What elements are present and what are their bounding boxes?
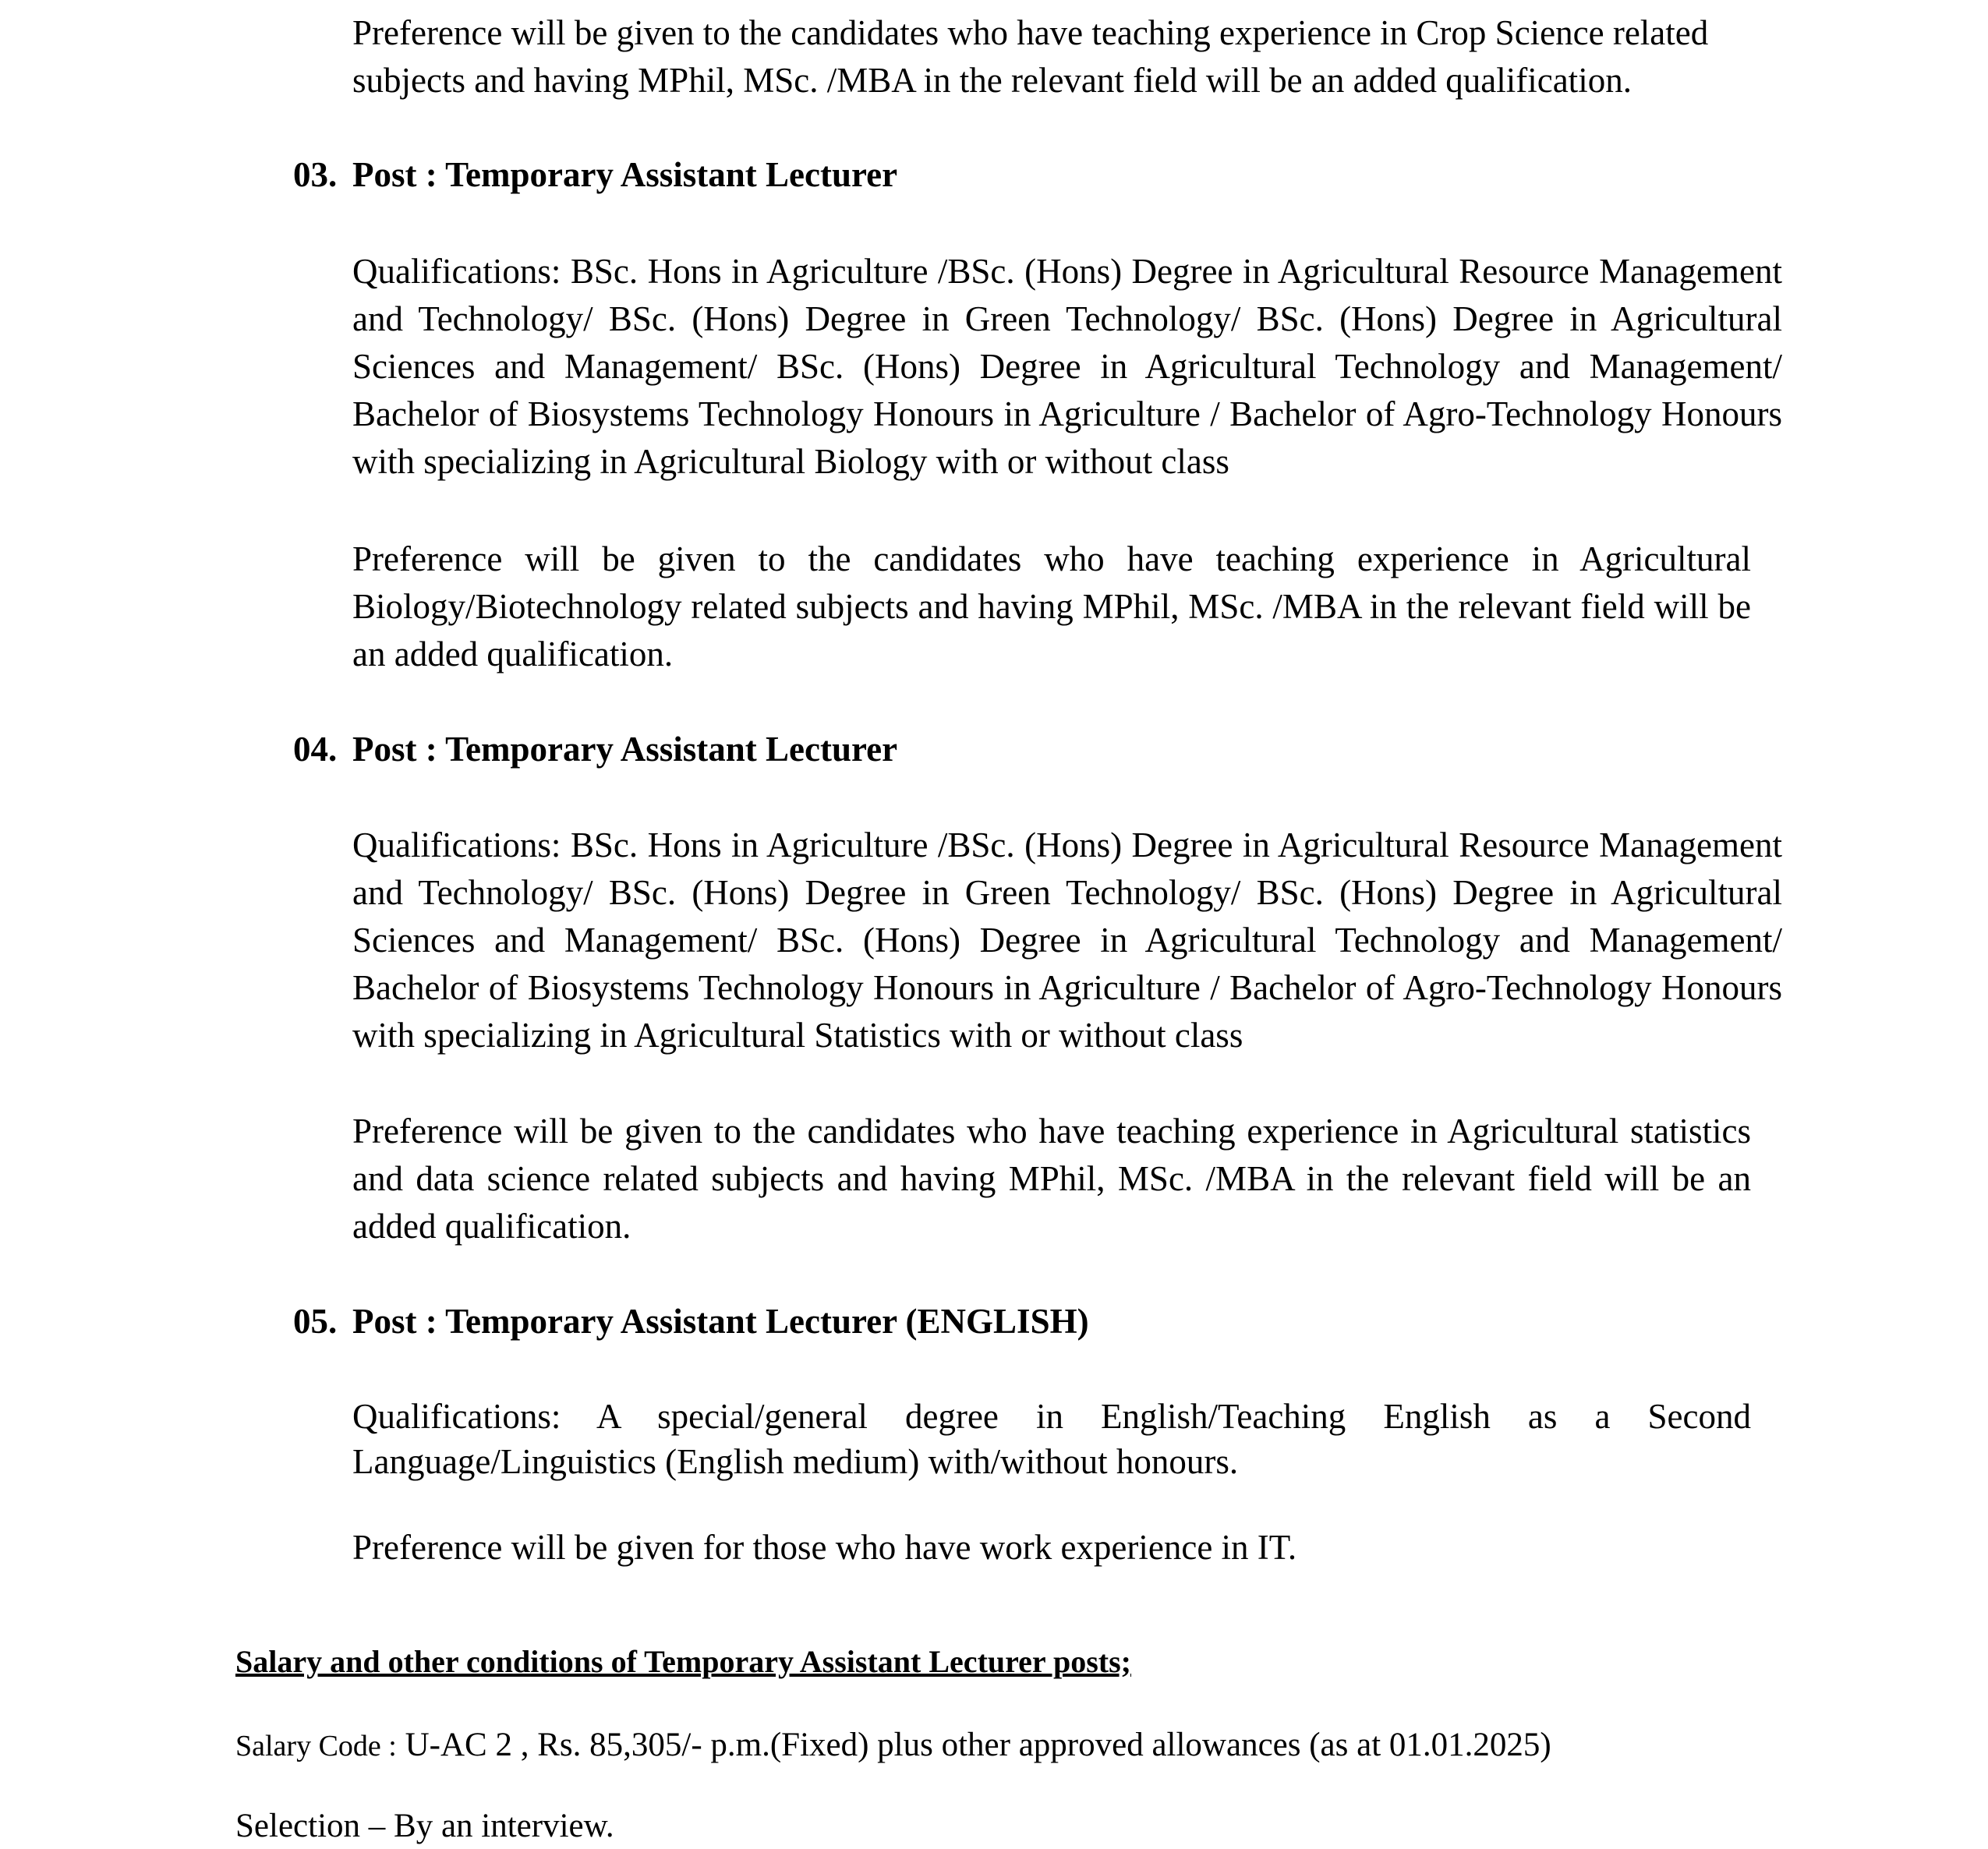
post-05-title: Post : Temporary Assistant Lecturer (ENGLISH): [352, 1302, 1089, 1341]
post-04-qualifications-text: BSc. Hons in Agriculture /BSc. (Hons) Degree in Agricultural Resource Management and Technology/ BSc. (Hons) Degree in Green Technology/ BSc. (Hons) Degree in Agricultural Sciences and Management/ BSc. (Hons) Degree in Agricultural Technology and Management/ Bachelor of Biosystems Technology Honours in Agriculture / Bachelor of Agro-Technology Honours with specializing in Agricultural Statistics with or without class: [352, 826, 1783, 1055]
post-03-qualifications-text: BSc. Hons in Agriculture /BSc. (Hons) Degree in Agricultural Resource Management and Technology/ BSc. (Hons) Degree in Green Technology/ BSc. (Hons) Degree in Agricultural Sciences and Management/ BSc. (Hons) Degree in Agricultural Technology and Management/ Bachelor of Biosystems Technology Honours in Agriculture / Bachelor of Agro-Technology Honours with specializing in Agricultural Biology with or without class: [352, 252, 1783, 481]
post-05-number: 05.: [293, 1302, 338, 1341]
post-05-qualifications: Qualifications: A special/general degree in English/Teaching English as a Second Language/Linguistics (English medium) with/without honours.: [352, 1397, 1751, 1481]
post-03-title: Post : Temporary Assistant Lecturer: [352, 155, 898, 194]
salary-code-value: U-AC 2 , Rs. 85,305/- p.m.(Fixed) plus other approved allowances (as at 01.01.2025): [405, 1727, 1551, 1763]
post-04-qualifications: [352, 822, 1782, 1059]
post-04-number: 04.: [293, 730, 338, 769]
post-04-preference: Preference will be given to the candidates who have teaching experience in Agricultural statistics and data science related subjects and having MPhil, MSc. /MBA in the relevant field will be an added qualification.: [352, 1112, 1751, 1246]
post-04-heading: [293, 726, 897, 773]
salary-code-label: Salary Code :: [235, 1730, 397, 1762]
post-03-qualifications-label: Qualifications:: [352, 252, 561, 291]
post-04-qualifications-label: Qualifications:: [352, 826, 561, 864]
post-03-number: 03.: [293, 155, 338, 194]
post-03-heading: [293, 151, 897, 199]
salary-code-line: [235, 1723, 1551, 1769]
post-04-title: Post : Temporary Assistant Lecturer: [352, 730, 898, 769]
post-05-preference: Preference will be given for those who have work experience in IT.: [352, 1528, 1297, 1567]
post-03-preference: Preference will be given to the candidates who have teaching experience in Agricultural Biology/Biotechnology related subjects and having MPhil, MSc. /MBA in the relevant field will be an added qualification.: [352, 539, 1751, 673]
selection-line: Selection – By an interview.: [235, 1808, 614, 1844]
intro-preference-paragraph: Preference will be given to the candidates who have teaching experience in Crop Science related subjects and having MPhil, MSc. /MBA in the relevant field will be an added qualification.: [352, 13, 1709, 100]
salary-section-heading: Salary and other conditions of Temporary Assistant Lecturer posts;: [235, 1644, 1131, 1679]
post-05-heading: [293, 1298, 1089, 1345]
post-03-qualifications: [352, 248, 1782, 486]
